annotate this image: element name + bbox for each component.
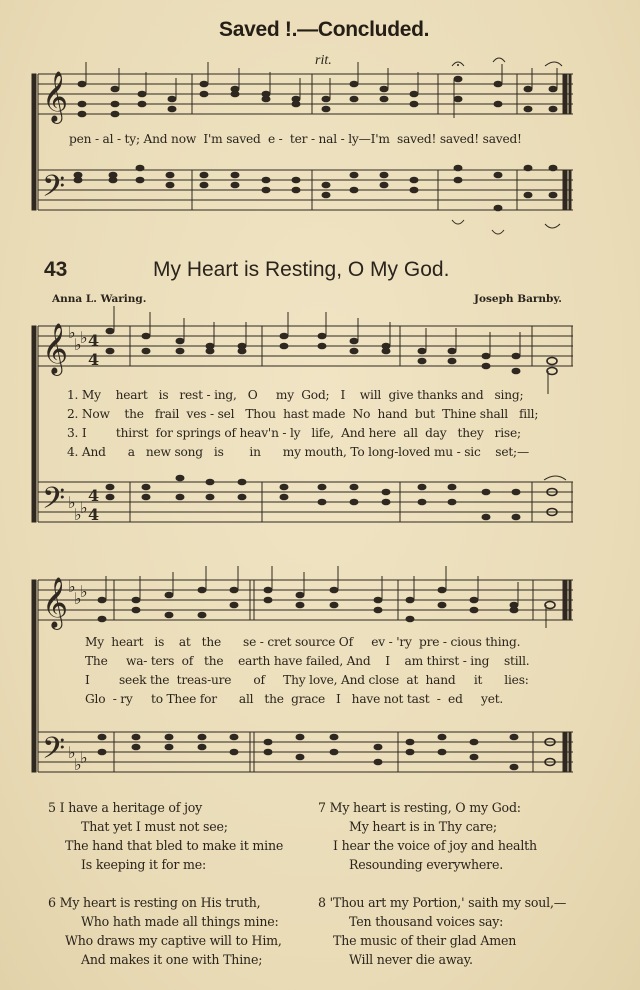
svg-text:♭: ♭ [74,589,82,608]
verse-line: Who hath made all things mine: [81,914,279,929]
svg-text:♭: ♭ [80,498,88,517]
verse-line: I hear the voice of joy and health [333,838,537,853]
lyric-verse-2: 2. Now the frail ves - sel Thou hast made No hand but Thine shall fill; [67,407,539,421]
concluding-lyric-line: pen - al - ty; And now I'm saved e - ter - nal - ly—I'm saved! saved! saved! [69,132,522,146]
verse-line: Who draws my captive will to Him, [65,933,282,948]
extra-verse-5 [48,798,283,874]
verse-line: My heart is resting, O my God: [329,800,521,815]
verse-line: 'Thou art my Portion,' saith my soul,— [329,895,567,910]
svg-text:♭: ♭ [80,748,88,767]
lyric-verse-1: 1. My heart is rest - ing, O my God; I will give thanks and sing; [67,388,524,402]
svg-text:♭: ♭ [74,335,82,354]
hymn-title: My Heart is Resting, O My God. [153,258,450,281]
verse-line: The hand that bled to make it mine [65,838,284,853]
verse-line: I have a heritage of joy [59,800,203,815]
svg-text:♭: ♭ [68,743,76,762]
composer-credit: Joseph Barnby. [474,293,562,305]
lyric-verse-4-cont: Glo - ry to Thee for all the grace I have not tast - ed yet. [85,692,504,706]
verse-line: Will never die away. [349,952,473,967]
lyric-verse-2-cont: The wa- ters of the earth have failed, And I am thirst - ing still. [85,654,530,668]
lyricist-credit: Anna L. Waring. [52,293,147,305]
lyric-verse-3-cont: I seek the treas-ure of Thy love, And close at hand it lies: [85,673,529,687]
extra-verse-8 [318,893,566,969]
hymn-number: 43 [44,258,68,281]
verse-line: Resounding everywhere. [349,857,504,872]
verse-line: That yet I must not see; [81,819,228,834]
extra-verse-7 [318,798,537,874]
verse-line: Is keeping it for me: [81,857,207,872]
treble-staff-2 [38,326,573,366]
svg-text:4: 4 [88,505,100,524]
lyric-verse-1-cont: My heart is at the se - cret source Of ev - 'ry pre - cious thing. [85,635,521,649]
svg-text:4: 4 [88,331,100,350]
bass-staff-1 [38,170,573,210]
svg-text:♭: ♭ [68,577,76,596]
verse-line: The music of their glad Amen [333,933,517,948]
svg-text:𝄞: 𝄞 [42,577,69,628]
ritardando-marking: rit. [315,53,332,68]
svg-text:𝄢: 𝄢 [42,732,66,773]
verse-line: And makes it one with Thine; [81,952,263,967]
svg-text:𝄞: 𝄞 [42,71,69,122]
treble-staff-1 [38,74,573,114]
svg-text:♭: ♭ [68,493,76,512]
verse-line: Ten thousand voices say: [349,914,504,929]
system1-lyrics [67,386,538,462]
system2-lyrics [85,633,529,709]
svg-text:♭: ♭ [80,328,88,347]
continuation-title: Saved !.—Concluded. [219,18,430,41]
svg-text:♭: ♭ [80,582,88,601]
verse-number: 6 [48,895,56,910]
svg-text:4: 4 [88,350,100,369]
svg-text:𝄢: 𝄢 [42,170,66,211]
verse-number: 5 [48,800,56,815]
bass-staff-3 [38,732,573,772]
svg-text:♭: ♭ [74,505,82,524]
svg-text:♭: ♭ [68,323,76,342]
verse-line: My heart is resting on His truth, [59,895,261,910]
svg-text:𝄢: 𝄢 [42,482,66,523]
verse-line: My heart is in Thy care; [349,819,497,834]
verse-number: 7 [318,800,326,815]
lyric-verse-3: 3. I thirst for springs of heav'n - ly life, And here all day they rise; [67,426,521,440]
svg-text:𝄞: 𝄞 [42,323,69,374]
svg-text:♭: ♭ [74,755,82,774]
extra-verse-6 [48,893,282,969]
treble-staff-3 [38,580,573,620]
lyric-verse-4: 4. And a new song is in my mouth, To long-loved mu - sic set;— [67,445,529,459]
svg-text:4: 4 [88,486,100,505]
bass-staff-2 [38,482,573,522]
verse-number: 8 [318,895,326,910]
